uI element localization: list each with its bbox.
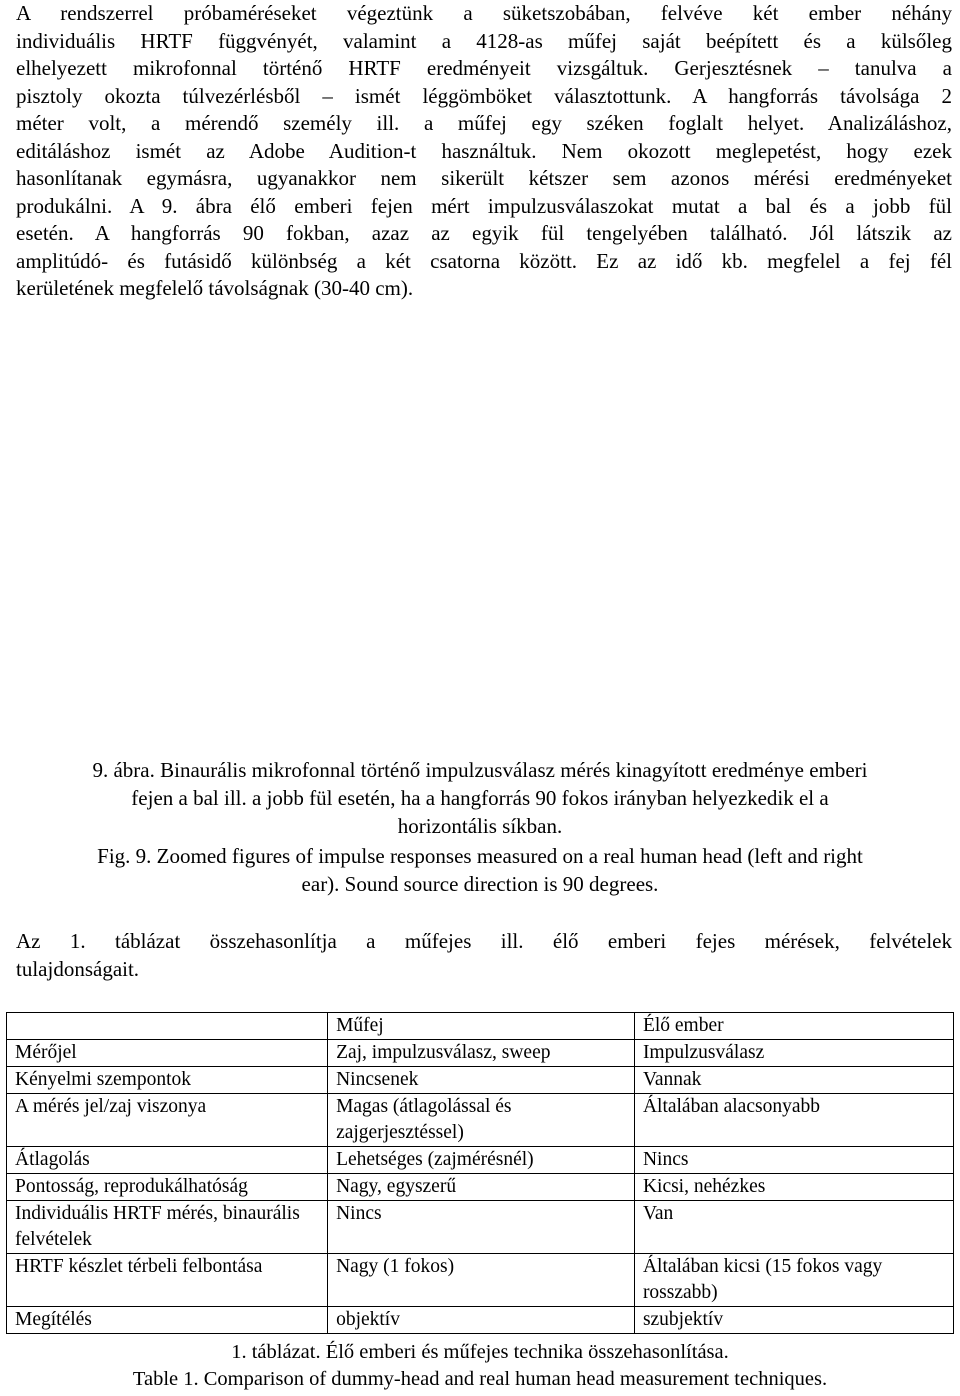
table-cell: Nagy (1 fokos) [328,1254,635,1307]
table-row [7,1254,954,1307]
table-caption-hu: 1. táblázat. Élő emberi és műfejes technika összehasonlítása. [231,1341,729,1363]
table-cell: szubjektív [634,1307,953,1334]
table-cell: Mérőjel [7,1040,328,1067]
table-cell: Általában kicsi (15 fokos vagy rosszabb) [634,1254,953,1307]
intro-line: hasonlítanak egymásra, ugyanakkor nem sikerült kétszer sem azonos mérési eredményeket [16,166,952,190]
table-cell: HRTF készlet térbeli felbontása [7,1254,328,1307]
table-header-cell: Élő ember [634,1013,953,1040]
table-cell: Általában alacsonyabb [634,1094,953,1147]
table-cell: Nincs [328,1201,635,1254]
table-intro-paragraph [16,928,952,983]
table-row [7,1307,954,1334]
table-cell: Magas (átlagolással és zajgerjesztéssel) [328,1094,635,1147]
table-cell: Nagy, egyszerű [328,1174,635,1201]
table-cell: Van [634,1201,953,1254]
figure-caption-hu-line-1: 9. ábra. Binaurális mikrofonnal történő impulzusválasz mérés kinagyított eredménye emberi [92,758,868,782]
table-cell: Lehetséges (zajmérésnél) [328,1147,635,1174]
table-cell: Nincs [634,1147,953,1174]
impulse-response-figure [84,699,886,729]
table-cell: Kényelmi szempontok [7,1067,328,1094]
intro-line: kerületének megfelelő távolságnak (30-40 cm). [16,276,414,300]
figure-caption-hu-line-3: horizontális síkban. [397,814,563,838]
intro-paragraph [16,0,952,303]
table-cell: Kicsi, nehézkes [634,1174,953,1201]
intro-line: esetén. A hangforrás 90 fokban, azaz az egyik fül tengelyében található. Jól látszik az [16,221,952,245]
figure-caption-en-line-1: Fig. 9. Zoomed figures of impulse responses measured on a real human head (left and right [97,844,863,868]
table-intro-line: tulajdonságait. [16,956,140,981]
table-row [7,1174,954,1201]
intro-line: elhelyezett mikrofonnal történő HRTF eredményeit vizsgáltuk. Gerjesztésnek – tanulva a [16,56,952,80]
table-row [7,1201,954,1254]
table-row [7,1067,954,1094]
table-header-row [7,1013,954,1040]
intro-line: méter volt, a mérendő személy ill. a műfej egy széken foglalt helyet. Analizáláshoz, [16,111,952,135]
table-row [7,1040,954,1067]
table-cell: Vannak [634,1067,953,1094]
table-cell: Megítélés [7,1307,328,1334]
table-cell: objektív [328,1307,635,1334]
intro-line: amplitúdó- és futásidő különbség a két csatorna között. Ez az idő kb. megfelel a fej fél [16,248,952,273]
table-row [7,1094,954,1147]
table-cell: Zaj, impulzusválasz, sweep [328,1040,635,1067]
intro-line: pisztoly okozta túlvezérlésből – ismét léggömböket választottunk. A hangforrás távolsága 2 [16,83,952,108]
table-header-cell [7,1013,328,1040]
table-cell: Individuális HRTF mérés, binaurális felvételek [7,1201,328,1254]
table-cell: Impulzusválasz [634,1040,953,1067]
intro-line: editáláshoz ismét az Adobe Audition-t használtuk. Nem okozott meglepetést, hogy ezek [16,138,952,163]
table-cell: A mérés jel/zaj viszonya [7,1094,328,1147]
table-cell: Pontosság, reprodukálhatóság [7,1174,328,1201]
table-cell: Nincsenek [328,1067,635,1094]
table-intro-line: Az 1. táblázat összehasonlítja a műfejes ill. élő emberi fejes mérések, felvételek [16,929,952,953]
intro-line: A rendszerrel próbaméréseket végeztünk a süketszobában, felvéve két ember néhány [16,1,952,25]
comparison-table [6,1012,954,1334]
figure-caption-en-line-2: ear). Sound source direction is 90 degrees. [301,872,659,896]
figure-caption-hu-line-2: fejen a bal ill. a jobb fül esetén, ha a hangforrás 90 fokos irányban helyezkedik el a [131,786,829,810]
table-header-cell: Műfej [328,1013,635,1040]
table-caption-en: Table 1. Comparison of dummy-head and real human head measurement techniques. [132,1368,828,1390]
table-row [7,1147,954,1174]
intro-line: individuális HRTF függvényét, valamint a 4128-as műfej saját beépített és a külsőleg [16,28,952,53]
intro-line: produkálni. A 9. ábra élő emberi fejen mért impulzusválaszokat mutat a bal és a jobb fül [16,193,952,218]
table-cell: Átlagolás [7,1147,328,1174]
